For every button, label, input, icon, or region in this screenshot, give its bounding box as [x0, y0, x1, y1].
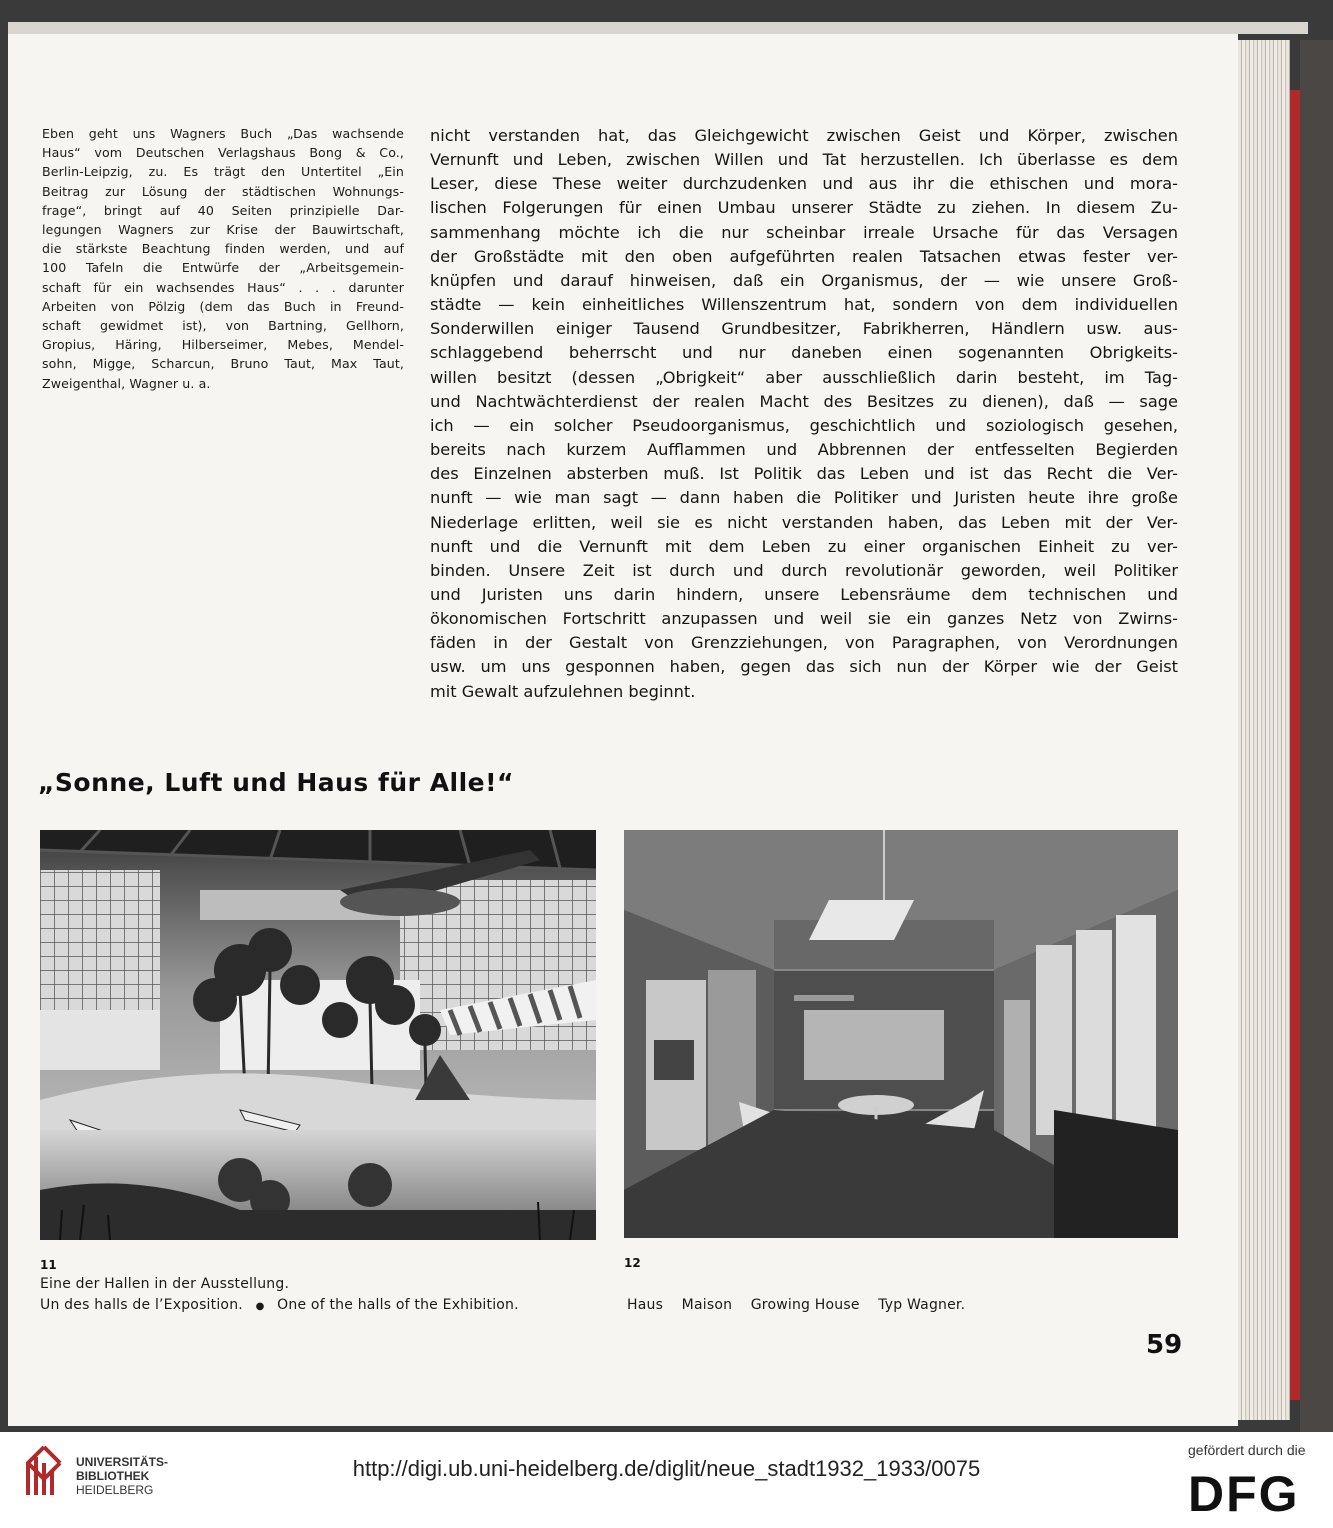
article-line: bereits nach kurzem Aufflammen und Abbrennen der entfesselten Begierden [430, 440, 1178, 460]
sidenote-line: Haus“ vom Deutschen Verlagshaus Bong & Co., [42, 145, 404, 161]
article-line: Leser, diese These weiter durchzudenken und aus ihr die ethischen und mora- [430, 174, 1178, 194]
article-line: sammenhang möchte ich die nur scheinbar irreale Ursache für das Versagen [430, 222, 1178, 242]
sidenote-line: Eben geht uns Wagners Buch „Das wachsende [42, 126, 404, 141]
page-number: 59 [1146, 1330, 1183, 1360]
article-line: städte — kein einheitliches Willenszentrum hat, sondern von dem individuellen [430, 295, 1178, 315]
book-cover-edge [1300, 40, 1333, 1432]
document-url-link[interactable]: http://digi.ub.uni-heidelberg.de/diglit/neue_stadt1932_1933/0075 [352, 1456, 981, 1481]
sidenote-line: Arbeiten von Pölzig (dem das Buch in Freund- [42, 298, 404, 314]
figure-11-caption-multilingual [40, 1297, 519, 1313]
sidenote-line: schaft gewidmet ist), von Bartning, Gellhorn, [42, 318, 404, 334]
sidenote-line: frage“, bringt auf 40 Seiten prinzipielle Dar- [42, 202, 404, 218]
sidenote-line: 100 Tafeln die Entwürfe der „Arbeitsgemein- [42, 260, 404, 276]
sidenote-line: legungen Wagners zur Krise der Bauwirtschaft, [42, 222, 404, 238]
figure-11-caption-de: Eine der Hallen in der Ausstellung. [40, 1276, 290, 1292]
library-line-2: BIBLIOTHEK [76, 1469, 150, 1483]
library-line-1: UNIVERSITÄTS- [76, 1455, 169, 1469]
book-edge-red [1290, 90, 1300, 1400]
article-line: lischen Folgerungen für einen Umbau unserer Städte zu ziehen. In diesem Zu- [430, 198, 1178, 218]
article-line: usw. um uns gesponnen haben, gegen das sich nun der Körper wie der Geist [430, 657, 1178, 677]
dfg-logo[interactable]: DFG [1188, 1466, 1300, 1522]
article-line: der Großstädte mit den oben aufgeführten realen Tatsachen etwas fester ver- [430, 246, 1178, 266]
figure-11-number: 11 [40, 1258, 57, 1272]
sidenote-line: Berlin-Leipzig, zu. Es trägt den Untertitel „Ein [42, 164, 404, 180]
exhibition-hall-photo [40, 830, 596, 1240]
article-line: Vernunft und Leben, zwischen Willen und Tat herzustellen. Ich überlasse es dem [430, 150, 1178, 170]
article-line: und Nachtwächterdienst der realen Macht des Besitzes zu dienen), daß — sage [430, 391, 1178, 411]
article-line: knüpfen und darauf hinweisen, daß ein Organismus, der — wie unsere Groß- [430, 270, 1178, 290]
sidenote-line: die stärkste Beachtung finden werden, und auf [42, 241, 404, 257]
funding-label: gefördert durch die [1188, 1442, 1306, 1458]
article-line: Sonderwillen einiger Tausend Grundbesitzer, Fabrikherren, Händlern usw. aus- [430, 319, 1178, 339]
sidenote-line: Zweigenthal, Wagner u. a. [42, 375, 211, 391]
article-line: fäden in der Gestalt von Grenzziehungen, von Paragraphen, von Verordnungen [430, 633, 1178, 653]
article-line: nunft — wie man sagt — dann haben die Politiker und Juristen heute ihre große [430, 488, 1178, 508]
figure-12-caption: Haus Maison Growing House Typ Wagner. [627, 1297, 966, 1313]
article-line: und Juristen uns darin hindern, unsere Lebensräume dem technischen und [430, 584, 1178, 604]
article-line: mit Gewalt aufzulehnen beginnt. [430, 681, 696, 701]
article-line: ich — ein solcher Pseudoorganismus, geschichtlich und soziologisch gesehen, [430, 415, 1178, 435]
sidenote-line: Gropius, Häring, Hilberseimer, Mebes, Mendel- [42, 337, 404, 353]
figure-11-caption-en: One of the halls of the Exhibition. [277, 1297, 519, 1313]
figure-12-number: 12 [624, 1256, 641, 1270]
house-interior-photo [624, 830, 1178, 1238]
sidenote-book-review [42, 124, 404, 393]
article-line: binden. Unsere Zeit ist durch und durch revolutionär geworden, weil Politiker [430, 560, 1178, 580]
main-article-text [430, 124, 1178, 704]
top-page-edge [8, 22, 1308, 34]
library-line-3: HEIDELBERG [76, 1483, 154, 1497]
page-edge-stack [1238, 40, 1290, 1420]
figure-11-caption-fr: Un des halls de l’Exposition. [40, 1297, 243, 1313]
article-line: willen besitzt (dessen „Obrigkeit“ aber ausschließlich darin besteht, im Tag- [430, 367, 1178, 387]
sidenote-line: Beitrag zur Lösung der städtischen Wohnungs- [42, 183, 404, 199]
sidenote-line: sohn, Migge, Scharcun, Bruno Taut, Max Taut, [42, 356, 404, 372]
article-line: nicht verstanden hat, das Gleichgewicht zwischen Geist und Körper, zwischen [430, 126, 1178, 145]
article-line: Niederlage erlitten, weil sie es nicht verstanden haben, das Leben mit der Ver- [430, 512, 1178, 532]
section-heading: „Sonne, Luft und Haus für Alle!“ [38, 768, 514, 797]
sidenote-line: schaft für ein wachsendes Haus“ . . . darunter [42, 279, 404, 295]
article-line: nunft und die Vernunft mit dem Leben zu einer organischen Einheit zu ver- [430, 536, 1178, 556]
article-line: des Einzelnen absterben muß. Ist Politik das Leben und ist das Recht die Ver- [430, 464, 1178, 484]
article-line: ökonomischen Fortschritt anzupassen und weil sie ein ganzes Netz von Zwirns- [430, 609, 1178, 629]
bullet-separator: ● [255, 1301, 265, 1312]
article-line: schlaggebend beherrscht und nur daneben einen sogenannten Obrigkeits- [430, 343, 1178, 363]
